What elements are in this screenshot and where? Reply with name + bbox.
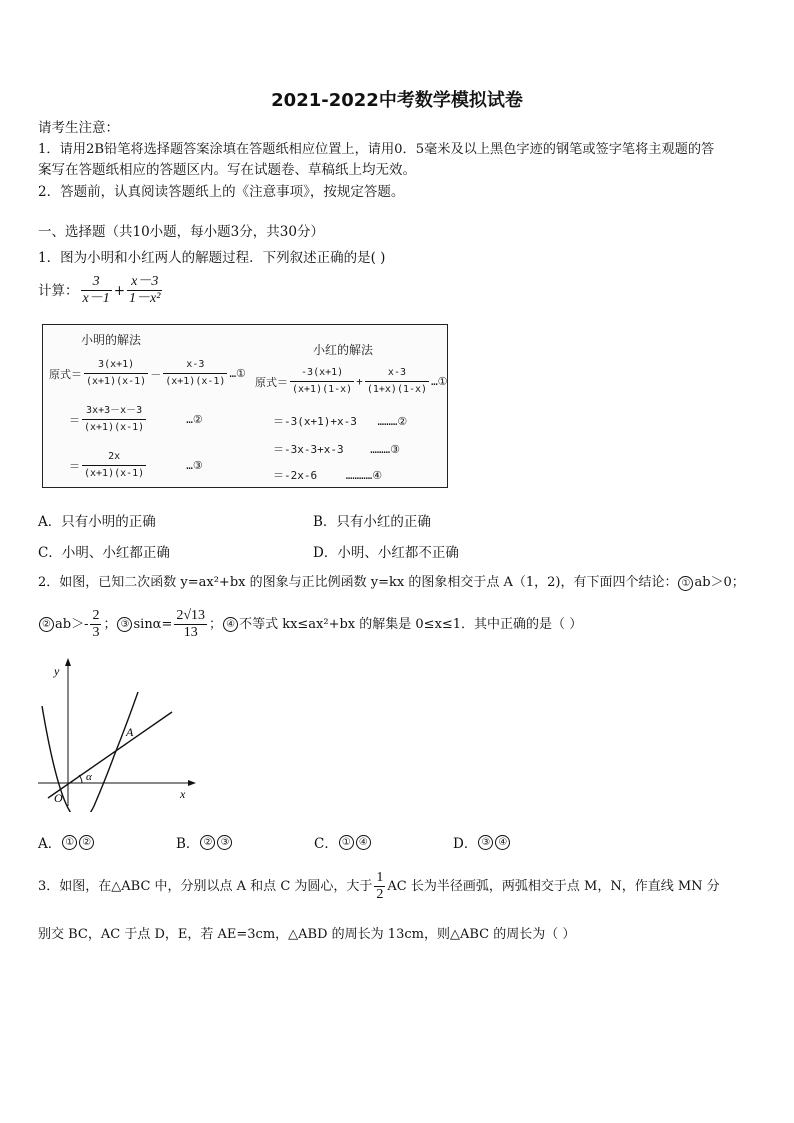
step-text: ＝-3x-3+x-3 [273,443,344,456]
hong-step-1 [255,365,448,398]
q1-option-c[interactable]: C．小明、小红都正确 [38,545,170,561]
hong-step-4 [273,467,382,483]
fraction-denominator: (x+1)(x-1) [86,376,147,387]
option-letter: A． [38,836,62,852]
fraction-denominator: 13 [183,625,198,640]
notice-line-1b: 案写在答题纸相应的答题区内。写在试题卷、草稿纸上均无效。 [38,162,416,178]
fraction-numerator: 3(x+1) [98,359,135,370]
ming-step-1 [49,357,246,390]
step-label: ＝ [69,413,80,427]
step-fraction [365,365,429,398]
fraction-numerator: x-3 [186,359,205,370]
q1-expression [38,274,164,307]
q2-option-a[interactable] [38,832,95,852]
q1-option-a[interactable]: A．只有小明的正确 [38,514,156,530]
y-axis-label: y [54,664,60,678]
q2-option-d[interactable] [453,832,511,852]
fraction-2 [127,274,162,307]
fraction-numerator: 3x+3－x－3 [86,405,143,416]
circled-number: ③ [478,835,493,850]
conclusion-2: ab＞- [55,616,89,632]
q1-stem: 1．图为小明和小红两人的解题过程．下列叙述正确的是( ) [38,250,386,266]
step-text: ＝-2x-6 [273,469,318,482]
fraction-numerator: -3(x+1) [301,367,344,378]
step-fraction [290,365,354,398]
fraction-denominator: (x+1)(x-1) [165,376,226,387]
fraction-denominator: (x+1)(x-1) [84,422,145,433]
circled-number: ② [39,617,54,632]
fraction-numerator: 1 [376,870,384,885]
conclusion-1: ab＞0； [694,575,745,590]
q2-option-b[interactable] [176,832,233,852]
circled-number: ④ [495,835,510,850]
circled-number: ② [79,835,94,850]
option-letter: C． [314,836,338,852]
q1-option-d[interactable]: D．小明、小红都不正确 [313,545,459,561]
q1-option-b[interactable]: B．只有小红的正确 [313,514,431,530]
step-marker: …………④ [345,469,383,482]
fraction-numerator: 3 [92,274,100,289]
fraction-denominator: 2 [376,887,384,902]
fraction [174,608,207,641]
q3-stem-part-1: 3．如图，在△ABC 中，分别以点 A 和点 C 为圆心，大于 [38,878,373,894]
q2-line-1 [38,573,745,593]
fraction-denominator: 3 [92,625,100,640]
q2-graph [34,656,204,812]
fraction-1 [81,274,112,307]
x-axis-arrow [188,780,196,786]
calc-label: 计算： [38,282,79,299]
hong-step-3 [273,441,400,457]
ming-step-3 [69,449,203,482]
option-letter: B． [176,836,200,852]
q2-line-2 [38,608,582,641]
step-label: 原式＝ [255,375,288,389]
minus-sign: － [150,367,162,381]
q2-stem: 2．如图，已知二次函数 y=ax²+bx 的图象与正比例函数 y=kx 的图象相交于点 A（1，2)，有下面四个结论： [38,575,678,590]
conclusion-3: sinα= [133,616,173,632]
ming-title: 小明的解法 [81,333,142,347]
point-a-label: A [126,725,134,739]
plus-sign: + [113,282,126,299]
circled-number: ② [200,835,215,850]
conclusion-4: 不等式 kx≤ax²+bx 的解集是 0≤x≤1．其中正确的是（ ） [239,616,583,632]
line-y-kx [48,712,172,798]
fraction-denominator: (x+1)(1-x) [292,384,353,395]
fraction-denominator: 1－x² [129,291,161,306]
notice-line-2: 2．答题前，认真阅读答题纸上的《注意事项》，按规定答题。 [38,184,405,200]
separator: ； [103,616,117,632]
ming-step-2 [69,403,203,436]
step-marker: ………② [377,415,408,428]
fraction-half [374,870,385,903]
y-axis-arrow [65,658,71,666]
circled-number: ① [339,835,354,850]
step-marker: …① [431,375,448,388]
separator: ； [209,616,223,632]
fraction-numerator: 2√13 [176,608,206,623]
step-text: ＝-3(x+1)+x-3 [273,415,357,428]
fraction-numerator: 2 [92,608,100,623]
step-fraction [82,403,146,436]
fraction-numerator: x-3 [387,367,406,378]
fraction-denominator: (x+1)(x-1) [84,468,145,479]
circled-number: ③ [217,835,232,850]
circled-number: ① [62,835,77,850]
fraction-denominator: x－1 [82,291,110,306]
q2-option-c[interactable] [314,832,372,852]
fraction-numerator: x－3 [131,274,159,289]
step-fraction [84,357,148,390]
notice-line-1a: 1．请用2B铅笔将选择题答案涂填在答题纸相应位置上，请用0．5毫米及以上黑色字迹的钢笔或签字笔将主观题的答 [38,142,715,157]
step-marker: …② [186,413,203,426]
step-label: 原式＝ [49,367,82,381]
origin-label: O [54,791,63,805]
step-marker: …③ [186,459,203,472]
section-heading: 一、选择题（共10小题，每小题3分，共30分） [38,224,324,240]
x-axis-label: x [180,787,186,801]
circled-number: ④ [223,617,238,632]
option-letter: D． [453,836,478,852]
q3-line-2: 别交 BC，AC 于点 D，E，若 AE=3cm，△ABD 的周长为 13cm，则△ABC 的周长为（ ） [38,927,576,942]
fraction-numerator: 2x [108,451,121,462]
hong-title: 小红的解法 [313,343,374,357]
step-fraction [163,357,227,390]
q3-line-1 [38,870,720,903]
fraction [90,608,101,641]
solutions-image [42,324,448,488]
fraction-denominator: (1+x)(1-x) [366,384,428,395]
circled-number: ① [678,576,693,591]
q3-stem-part-2: AC 长为半径画弧，两弧相交于点 M，N，作直线 MN 分 [387,878,720,894]
step-marker: …① [229,367,246,380]
step-label: ＝ [69,459,80,473]
circled-number: ④ [356,835,371,850]
circled-number: ③ [117,617,132,632]
notice-heading: 请考生注意： [38,120,119,136]
plus-sign: + [356,375,363,388]
step-marker: ………③ [370,443,400,456]
hong-step-2 [273,413,407,429]
page-title: 2021-2022中考数学模拟试卷 [271,90,523,111]
alpha-label: α [86,771,92,783]
step-fraction [82,449,146,482]
